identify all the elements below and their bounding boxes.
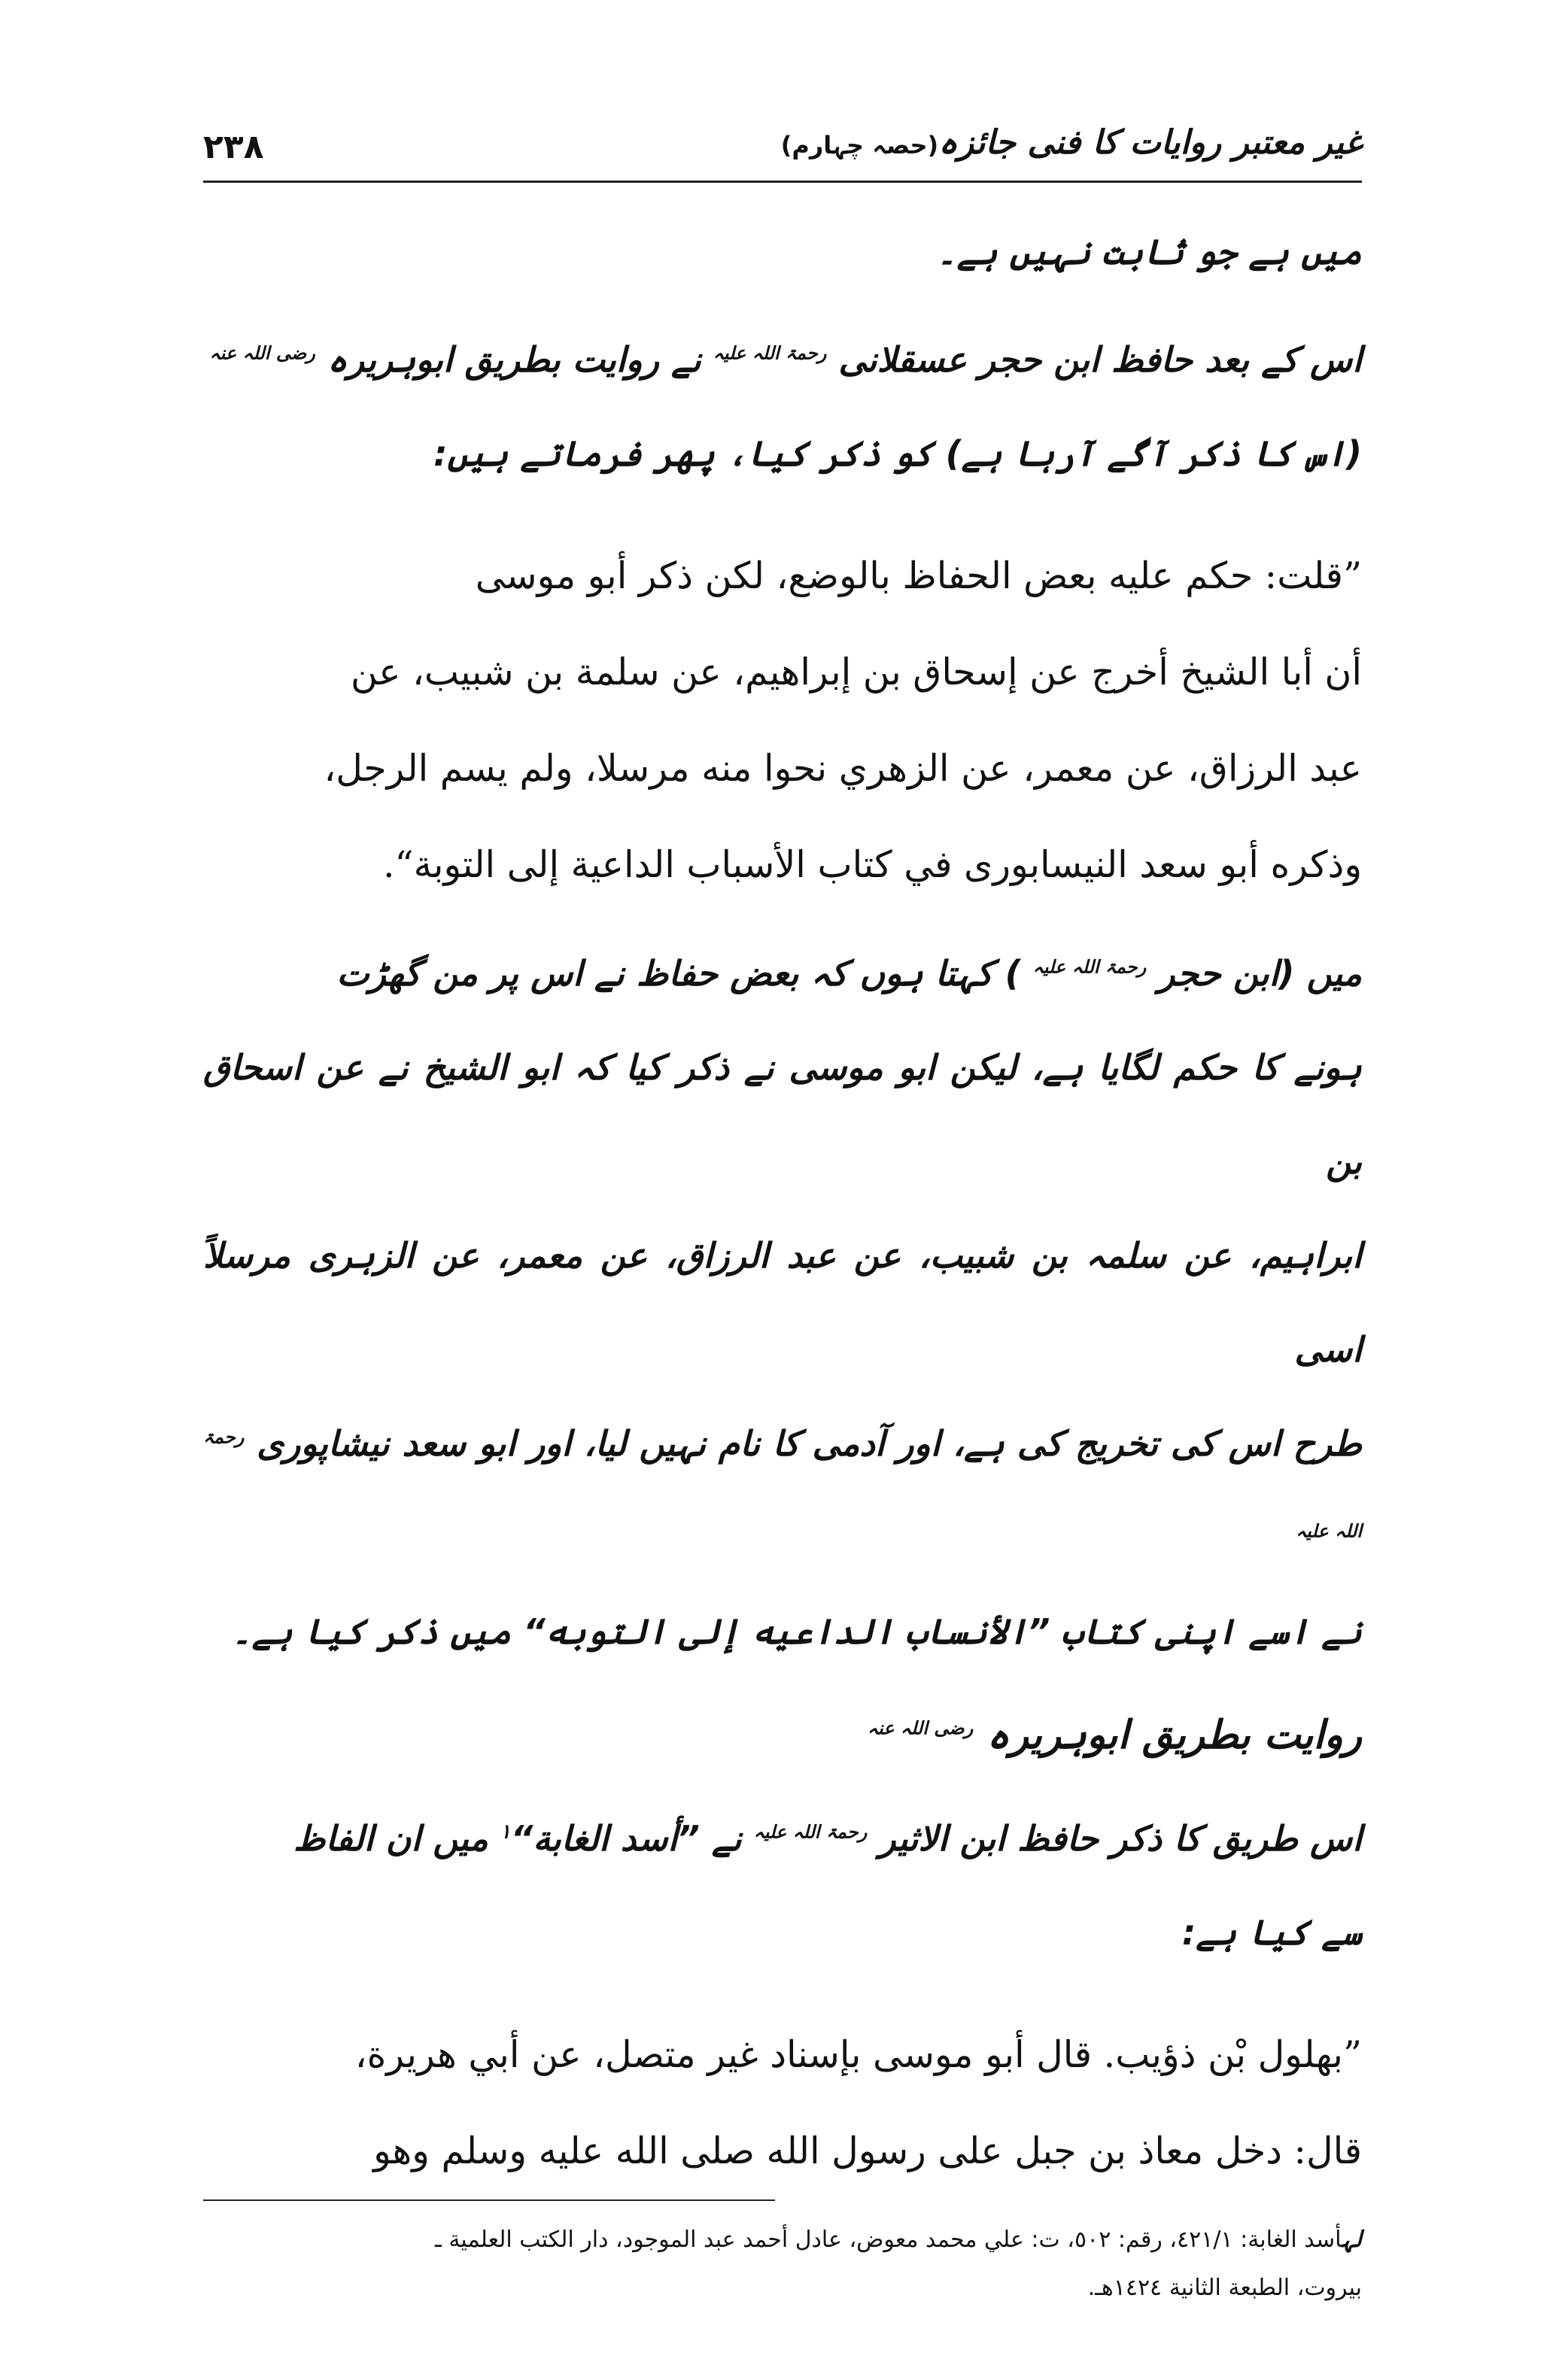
arabic-quote-2 [203, 2007, 1362, 2199]
arabic-line: قال: دخل معاذ بن جبل على رسول الله صلى الله عليه وسلم وهو [373, 2130, 1362, 2172]
honorific-mark: رحمۃ اللہ علیہ [1032, 956, 1147, 978]
urdu-line: طرح اس کی تخریج کی ہے، اور آدمی کا نام نہیں لیا، اور ابو سعد نیشاپوری $^{رحمۃ اللہ علیہ}$ [203, 1423, 1363, 1542]
arabic-line: ”بهلول بْن ذؤيب. قال أبو موسى بإسناد غير متصل، عن أبي هريرة، [354, 2033, 1362, 2076]
footnote-reference[interactable]: ۱ [500, 1820, 511, 1844]
urdu-line: ہونے کا حکم لگایا ہے، لیکن ابو موسی نے ذکر کیا کہ ابو الشیخ نے عن اسحاق بن [203, 1047, 1362, 1182]
urdu-line: نے اسے اپنی کتاب ”الأنساب الداعيه إلى التوبه“ میں ذکر کیا ہے۔ [231, 1611, 1362, 1652]
footnote-separator [203, 2199, 775, 2201]
arabic-quote-1 [203, 528, 1362, 913]
honorific-mark: رضی اللہ عنہ [867, 1717, 974, 1739]
arabic-line: وذكره أبو سعد النيسابورى في كتاب الأسباب الداعية إلى التوبة“. [382, 843, 1362, 886]
honorific-mark: رحمۃ اللہ علیہ [713, 342, 827, 364]
footnote [203, 2216, 1362, 2312]
arabic-line: ”قلت: حكم عليه بعض الحفاظ بالوضع، لكن ذكر أبو موسى [475, 554, 1362, 597]
honorific-mark: رحمۃ اللہ علیہ [753, 1821, 868, 1843]
book-title: غیر معتبر روایات کا فنی جائزہ(حصہ چہارم) [780, 123, 1362, 162]
arabic-line: عبد الرزاق، عن معمر، عن الزهري نحوا منه مرسلا، ولم يسم الرجل، [324, 747, 1362, 790]
running-header [203, 113, 1362, 183]
urdu-translation-1 [203, 927, 1362, 1679]
book-part: (حصہ چہارم) [780, 131, 939, 159]
paragraph-source [203, 1792, 1362, 1980]
section-heading: روایت بطریق ابوہریرہ $^{رضی اللہ عنہ}$ [867, 1713, 1362, 1758]
page-number: ۲۳۸ [203, 128, 264, 166]
urdu-line: میں (ابن حجر $^{رحمۃ اللہ علیہ}$ ) کہتا ہوں کہ بعض حفاظ نے اس پر من گھڑت [336, 953, 1362, 994]
urdu-line: سے کیا ہے: [1181, 1912, 1362, 1953]
footnote-line: لہأسد الغابة: ٤٢١/١، رقم: ٥٠٢، ت: علي محمد معوض، عادل أحمد عبد الموجود، دار الكتب العلمية ـ [435, 2227, 1362, 2253]
page-content [203, 205, 1362, 2312]
footnote-symbol: لہ [1342, 2227, 1362, 2253]
book-page [203, 113, 1362, 2312]
footnote-line: بيروت، الطبعة الثانية ١٤٢٤هـ. [1087, 2275, 1362, 2301]
arabic-line: أن أبا الشيخ أخرج عن إسحاق بن إبراهيم، عن سلمة بن شبيب، عن [350, 651, 1362, 694]
honorific-mark: رحمۃ اللہ علیہ [203, 1426, 1362, 1542]
urdu-line: ابراہیم، عن سلمہ بن شبیب، عن عبد الرزاق، عن معمر، عن الزہری مرسلاً اسی [203, 1235, 1362, 1370]
honorific-mark: رضی اللہ عنہ [209, 342, 315, 364]
paragraph-intro: اس کے بعد حافظ ابن حجر عسقلانی $^{رحمۃ اللہ علیہ}$ نے روایت بطریق ابوہریرہ $^{رضی اللہ عنہ}$ (اس کا ذکر آگے آرہا ہے) کو ذکر کیا، پھر فرماتے ہیں: [209, 339, 1362, 474]
urdu-line: اس طریق کا ذکر حافظ ابن الاثیر $^{رحمۃ اللہ علیہ}$ نے ”أسد الغابة“$^۱$ میں ان الفاظ [293, 1818, 1362, 1859]
paragraph-continuation: میں ہے جو ثابت نہیں ہے۔ [936, 232, 1362, 272]
